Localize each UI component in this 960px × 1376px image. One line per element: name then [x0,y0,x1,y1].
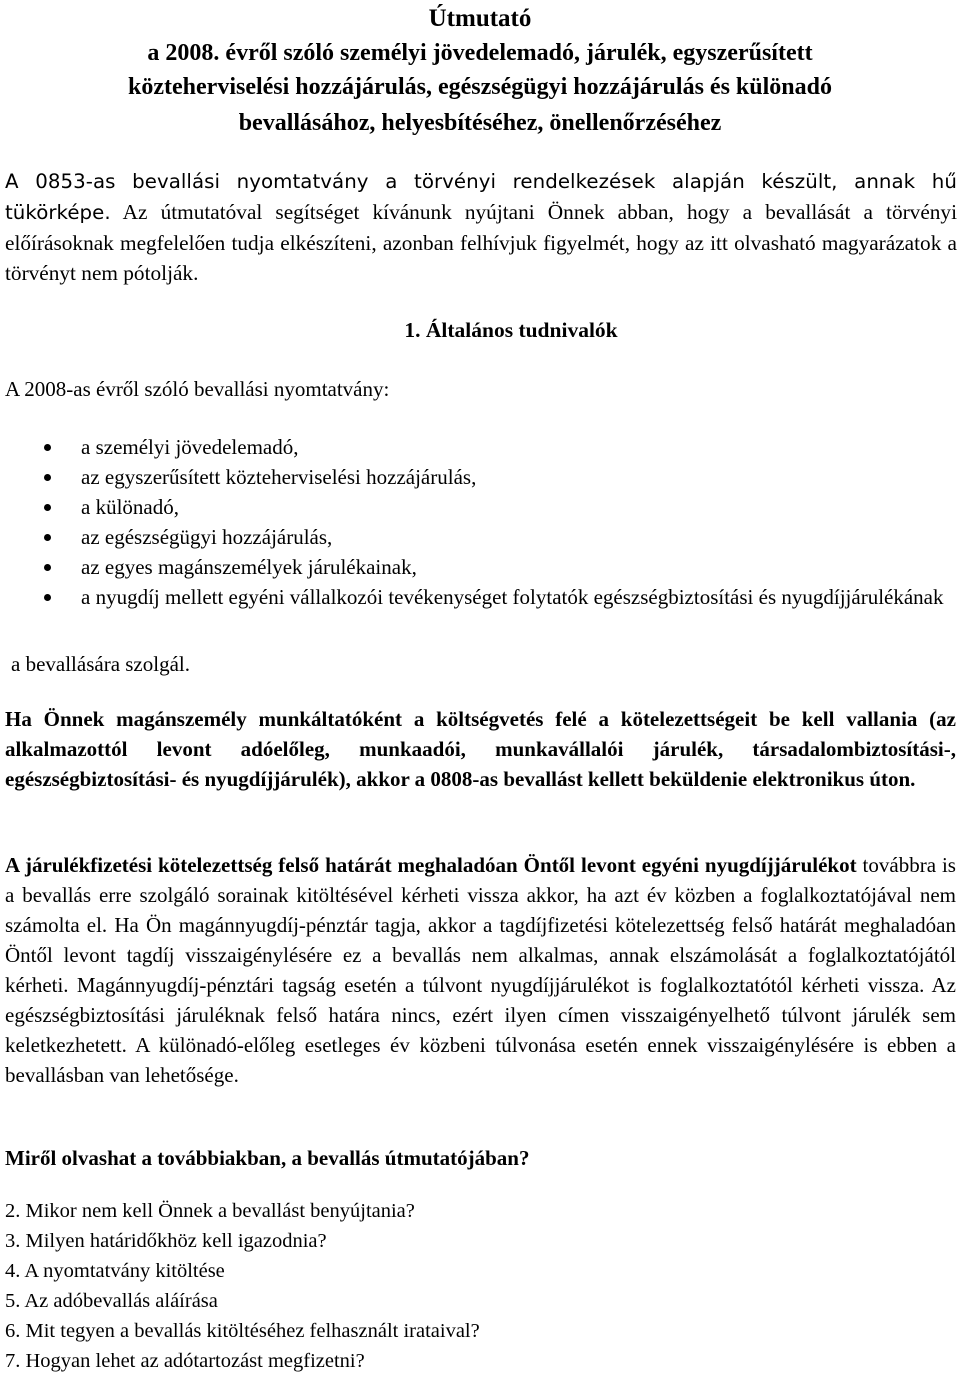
subtitle-line-3: bevallásához, helyesbítéséhez, önellenőrzéséhez [238,110,722,136]
toc-item: 3. Milyen határidőkhöz kell igazodnia? [5,1230,327,1252]
bullet-icon [44,534,51,541]
intro-lead: A 0853-as bevallási nyomtatvány a törvényi rendelkezések alapján készült, annak hű tükörképe. [5,170,957,224]
list-item: a személyi jövedelemadó, [0,432,950,462]
list-item: az egyszerűsített közteherviselési hozzájárulás, [0,462,950,492]
section-heading: 1. Általános tudnivalók [404,318,618,342]
toc-heading: Miről olvashat a továbbiakban, a bevallás útmutatójában? [5,1146,530,1170]
toc-item: 5. Az adóbevallás aláírása [5,1290,218,1312]
bullet-list [0,432,950,612]
list-item: a különadó, [0,492,950,522]
list-intro: A 2008-as évről szóló bevallási nyomtatvány: [5,377,390,401]
refund-paragraph [5,850,956,1090]
toc-item: 2. Mikor nem kell Önnek a bevallást benyújtania? [5,1200,415,1222]
bullet-icon [44,444,51,451]
refund-rest: továbbra is a bevallás erre szolgáló sorainak kitöltésével kérheti vissza akkor, ha azt év közben a foglalkoztatójával nem számolta el. Ha Ön magánnyugdíj-pénztár tagja, akkor a tagdíjfizetési kötelezettség felső határát meghaladóan Öntől levont tagdíj visszaigénylésére ez a bevallás nem alkalmas, annak elszámolását a foglalkoztatójától kérheti. Magánnyugdíj-pénztári tagság esetén a túlvont nyugdíjjárulékot is foglalkoztatótól kérheti vissza. Az egészségbiztosítási járuléknak felső határa nincs, ezért ilyen címen visszaigényelhető túlvont járulék sem keletkezhetett. A különadó-előleg esetleges év közbeni túlvonása esetén ennek visszaigénylésére is ebben a bevallásban van lehetősége. [5,853,956,1087]
list-outro: a bevallására szolgál. [11,652,190,676]
bullet-icon [44,504,51,511]
bullet-icon [44,564,51,571]
employer-paragraph: Ha Önnek magánszemély munkáltatóként a költségvetés felé a kötelezettségeit be kell vallania (az alkalmazottól levont adóelőleg, munkaadói, munkavállalói járulék, társadalombiztosítási-, egészségbiztosítási- és nyugdíjjárulék), akkor a 0808-as bevallást kellett beküldenie elektronikus úton. [5,707,956,791]
intro-rest: Az útmutatóval segítséget kívánunk nyújtani Önnek abban, hogy a bevallását a törvényi előírásoknak megfelelően tudja elkészíteni, azonban felhívjuk figyelmét, hogy az itt olvasható magyarázatok a törvényt nem pótolják. [5,200,957,285]
toc-list [5,1196,945,1376]
bullet-icon [44,594,51,601]
list-item: az egészségügyi hozzájárulás, [0,522,950,552]
list-item: az egyes magánszemélyek járulékainak, [0,552,950,582]
toc-item: 7. Hogyan lehet az adótartozást megfizetni? [5,1350,365,1372]
document-title: Útmutató [428,5,532,32]
subtitle-line-2: közteherviselési hozzájárulás, egészségügyi hozzájárulás és különadó [128,74,832,100]
bullet-icon [44,474,51,481]
list-item: a nyugdíj mellett egyéni vállalkozói tevékenységet folytatók egészségbiztosítási és nyugdíjjárulékának [0,582,950,612]
intro-paragraph [5,166,957,288]
toc-item: 4. A nyomtatvány kitöltése [5,1260,225,1282]
subtitle-line-1: a 2008. évről szóló személyi jövedelemadó, járulék, egyszerűsített [147,40,813,66]
refund-bold-part: A járulékfizetési kötelezettség felső határát meghaladóan Öntől levont egyéni nyugdíjjárulékot [5,853,857,877]
toc-item: 6. Mit tegyen a bevallás kitöltéséhez felhasznált irataival? [5,1320,480,1342]
